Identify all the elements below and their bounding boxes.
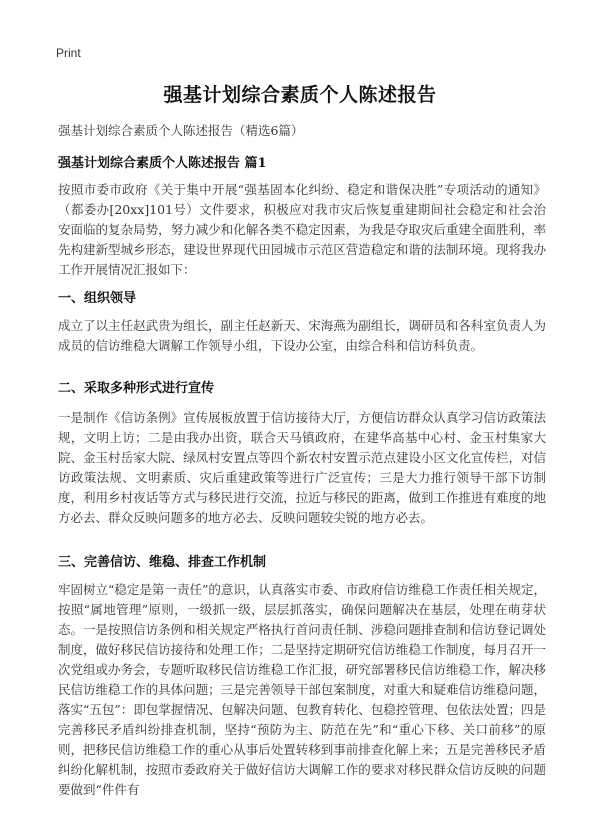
document-title: 强基计划综合素质个人陈述报告 (163, 84, 437, 106)
section-body-3: 牢固树立“稳定是第一责任”的意识，认真落实市委、市政府信访维稳工作责任相关规定，按照“属地管理”原则，一级抓一级，层层抓落实，确保问题解决在基层，处理在萌芽状态。一是按照信访条例和相关规定严格执行首问责任制、涉稳问题排查制和信访登记调处制度，做好移民信访接待和处理工作；二是坚持定期研究信访维稳工作制度，每月召开一次党组或办务会，专题听取移民信访维稳工作汇报，研究部署移民信访维稳工作，解决移民信访维稳工作的具体问题；三是完善领导干部包案制度，对重大和疑难信访维稳问题，落实“五包”：即包掌握情况、包解决问题、包教育转化、包稳控管理、包依法处置；四是完善移民矛盾纠纷排查机制，坚持“预防为主、防范在先”和“重心下移、关口前移”的原则，把移民信访维稳工作的重心从事后处置转移到事前排查化解上来；五是完善移民矛盾纠纷化解机制，按照市委政府关于做好信访大调解工作的要求对移民群众信访反映的问题要做到“件件有 (58, 582, 546, 797)
section-body-2: 一是制作《信访条例》宣传展板放置于信访接待大厅，方便信访群众认真学习信访政策法规，文明上访；二是由我办出资，联合天马镇政府，在建华高基中心村、金玉村集家大院、金玉村岳家大院、绿凤村安置点等四个新农村安置示范点建设小区文化宣传栏，对信访政策法规、文明素质、灾后重建政策等进行广泛宣传；三是大力推行领导干部下访制度，利用乡村夜话等方式与移民进行交流，拉近与移民的距离，做到工作推进有难度的地方必去、群众反映问题多的地方必去、反映问题较尖锐的地方必去。 (58, 410, 546, 525)
section-heading-2: 二、采取多种形式进行宣传 (58, 381, 215, 396)
intro-paragraph: 按照市委市政府《关于集中开展“强基固本化纠纷、稳定和谐保决胜”专项活动的通知》（都委办[20xx]101号）文件要求，积极应对我市灾后恢复重建期间社会稳定和社会治安面临的复杂局势，努力减少和化解各类不稳定因素，为我是夺取灾后重建全面胜利，率先构建新型城乡形态，建设世界现代田园城市示范区营造稳定和谐的法制环境。现将我办工作开展情况汇报如下： (58, 182, 546, 277)
section-body-1: 成立了以主任赵武贵为组长，副主任赵新天、宋海燕为副组长，调研员和各科室负责人为成员的信访维稳大调解工作领导小组，下设办公室，由综合科和信访科负责。 (58, 318, 546, 353)
section-heading-1: 一、组织领导 (58, 291, 137, 306)
section-heading-3: 三、完善信访、维稳、排查工作机制 (58, 555, 267, 570)
print-link[interactable]: Print (56, 46, 81, 60)
document-subtitle: 强基计划综合素质个人陈述报告（精选6篇） (58, 123, 304, 138)
part-title: 强基计划综合素质个人陈述报告 篇1 (58, 156, 267, 171)
